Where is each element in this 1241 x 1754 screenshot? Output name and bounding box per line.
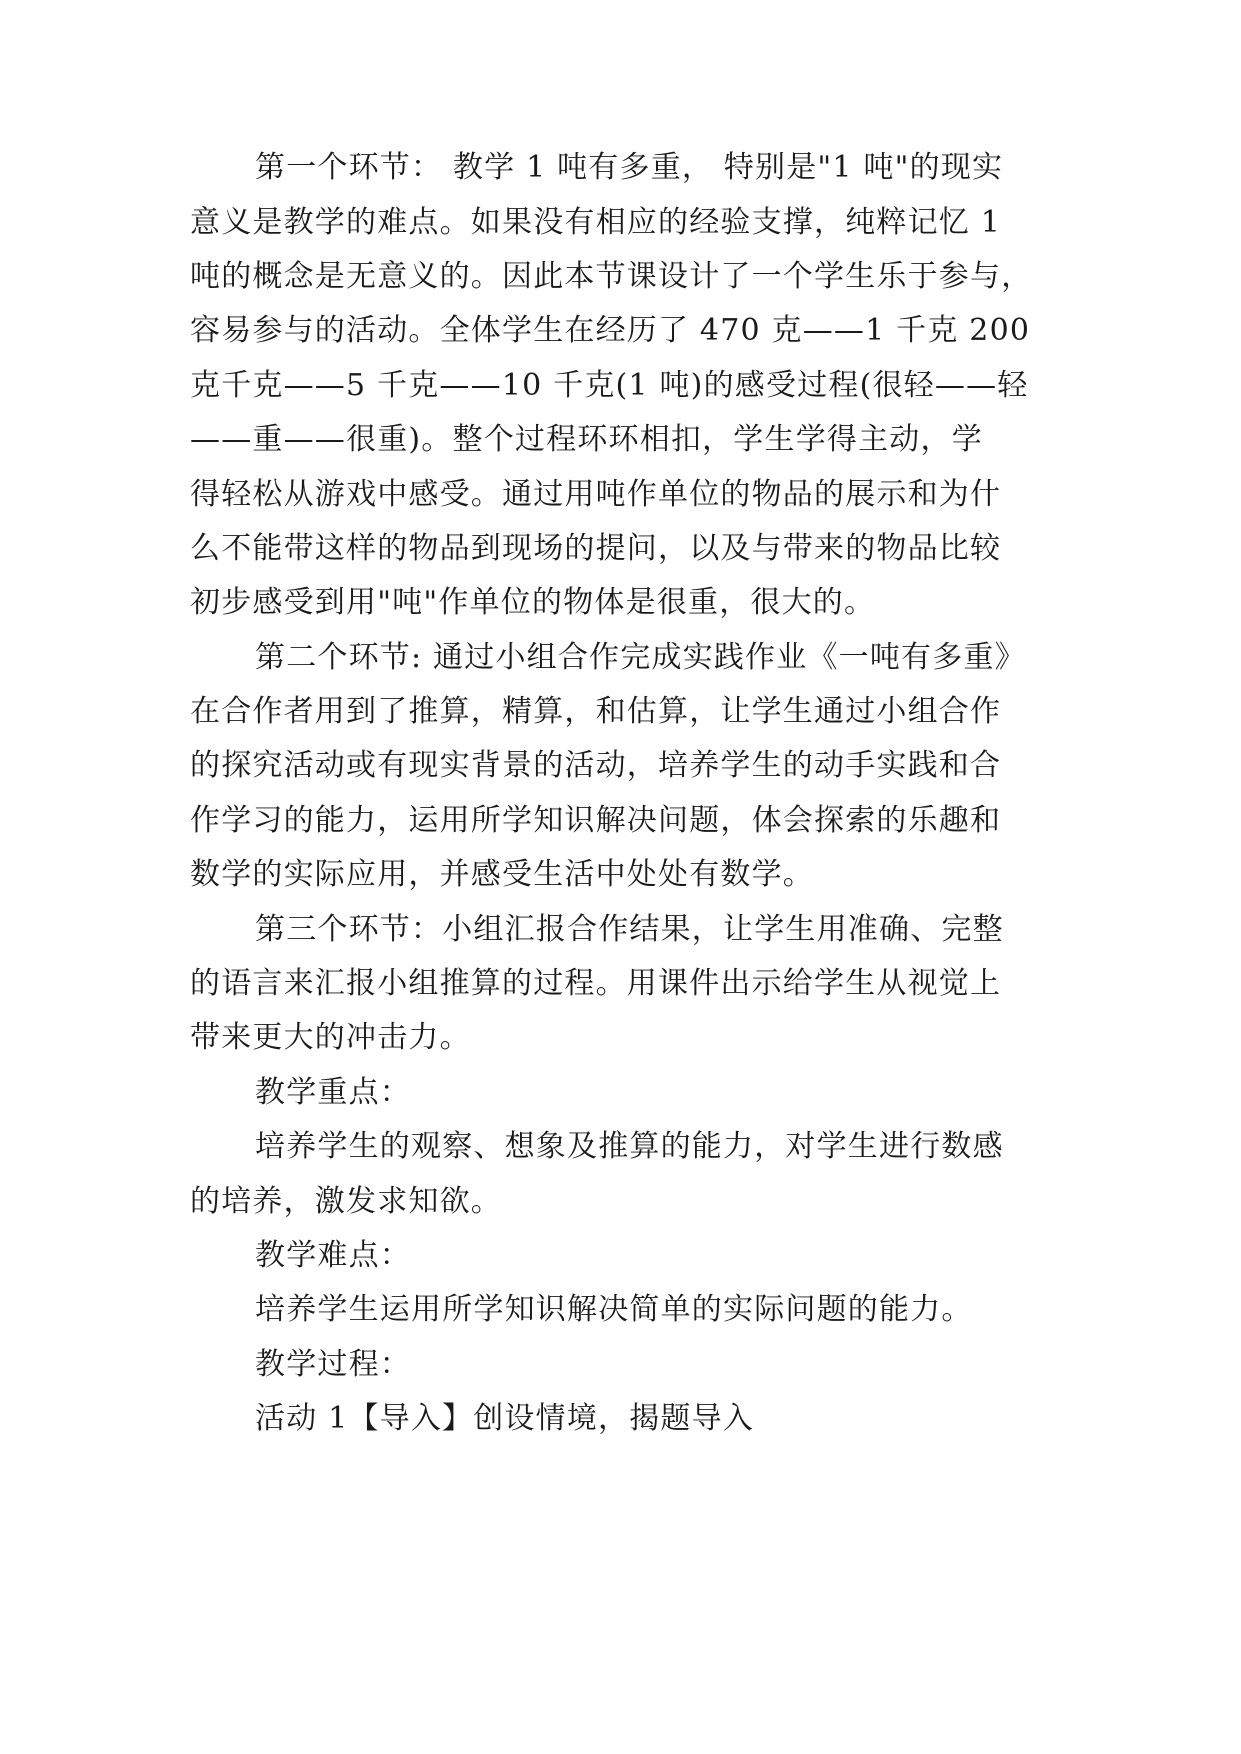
text-line: 得轻松从游戏中感受。通过用吨作单位的物品的展示和为什	[190, 477, 1002, 512]
text-line: 在合作者用到了推算，精算，和估算，让学生通过小组合作	[190, 694, 1002, 729]
text-line: 数学的实际应用，并感受生活中处处有数学。	[190, 857, 814, 892]
text-line: 活动 1【导入】创设情境，揭题导入	[255, 1401, 755, 1436]
text-line: ——重——很重)。整个过程环环相扣，学生学得主动，学	[190, 422, 983, 457]
text-line: 克千克——5 千克——10 千克(1 吨)的感受过程(很轻——轻	[190, 368, 1029, 403]
text-line: 的培养，激发求知欲。	[190, 1184, 502, 1219]
text-line: 第一个环节： 教学 1 吨有多重， 特别是"1 吨"的现实	[255, 150, 1004, 185]
section-heading: 教学过程：	[255, 1347, 411, 1382]
text-line: 吨的概念是无意义的。因此本节课设计了一个学生乐于参与，	[190, 259, 1033, 294]
text-line: 初步感受到用"吨"作单位的物体是很重，很大的。	[190, 585, 876, 620]
text-line: 培养学生的观察、想象及推算的能力，对学生进行数感	[255, 1129, 1004, 1164]
text-line: 意义是教学的难点。如果没有相应的经验支撑，纯粹记忆 1	[190, 205, 1002, 240]
text-line: 第二个环节: 通过小组合作完成实践作业《一吨有多重》	[255, 640, 1026, 675]
text-line: 第三个环节：小组汇报合作结果，让学生用准确、完整	[255, 912, 1004, 947]
section-heading: 教学难点：	[255, 1238, 411, 1273]
text-line: 的语言来汇报小组推算的过程。用课件出示给学生从视觉上	[190, 966, 1002, 1001]
text-line: 培养学生运用所学知识解决简单的实际问题的能力。	[255, 1292, 973, 1327]
text-line: 么不能带这样的物品到现场的提问，以及与带来的物品比较	[190, 531, 1002, 566]
text-line: 容易参与的活动。全体学生在经历了 470 克——1 千克 200	[190, 313, 1031, 348]
section-heading: 教学重点：	[255, 1075, 411, 1110]
text-line: 的探究活动或有现实背景的活动，培养学生的动手实践和合	[190, 748, 1002, 783]
text-line: 带来更大的冲击力。	[190, 1020, 471, 1055]
text-line: 作学习的能力，运用所学知识解决问题，体会探索的乐趣和	[190, 803, 1002, 838]
